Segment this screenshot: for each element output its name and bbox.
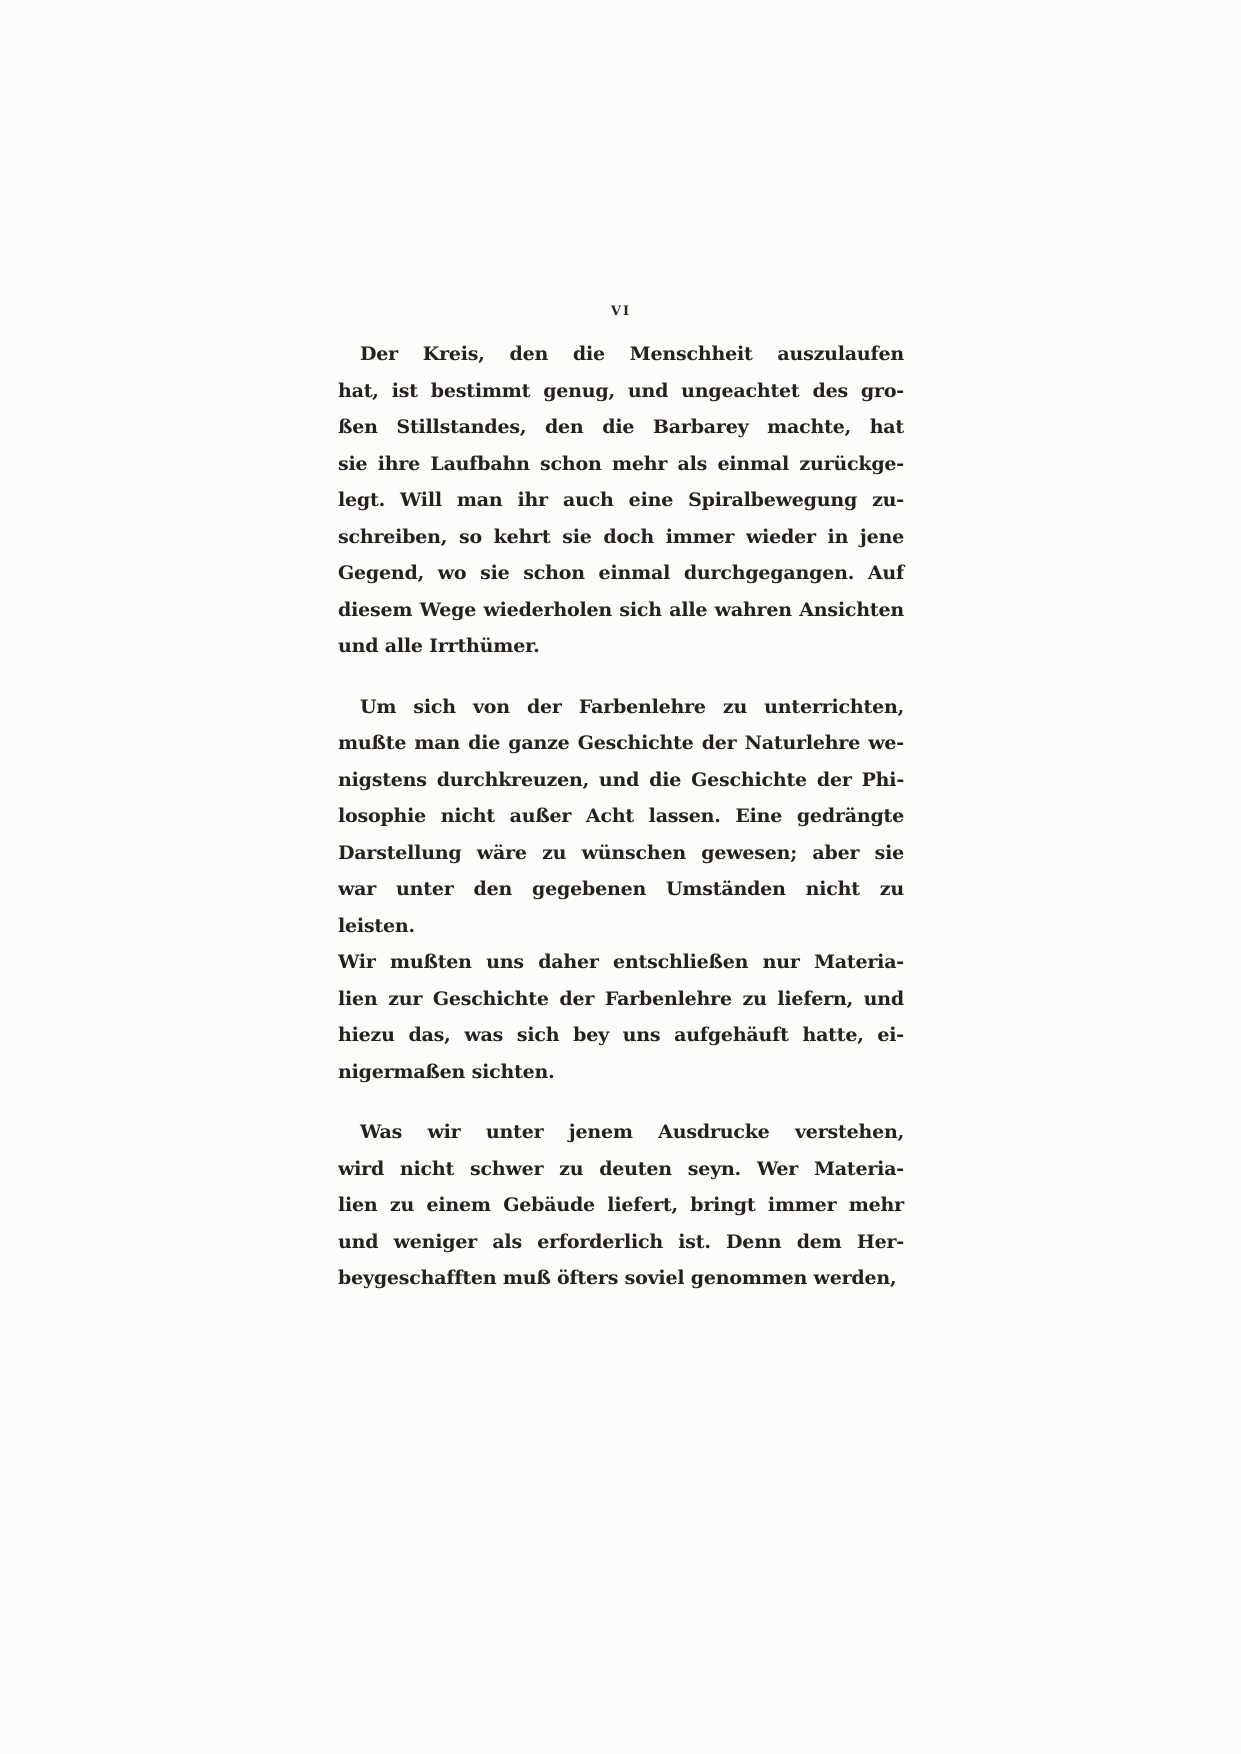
text-line: losophie nicht außer Acht lassen. Eine gedrängte <box>338 805 904 827</box>
text-line: legt. Will man ihr auch eine Spiralbewegung zu- <box>338 489 904 511</box>
text-line: nigstens durchkreuzen, und die Geschichte der Phi- <box>338 768 904 791</box>
text-line: Darstellung wäre zu wünschen gewesen; aber sie <box>338 841 904 864</box>
text-line: wird nicht schwer zu deuten seyn. Wer Materia- <box>338 1157 904 1180</box>
text-line: sie ihre Laufbahn schon mehr als einmal zurückge- <box>338 452 904 475</box>
paragraph-3 <box>338 1114 904 1297</box>
text-line: ßen Stillstandes, den die Barbarey machte, hat <box>338 416 904 438</box>
paragraph-2 <box>338 689 904 1091</box>
text-line: und alle Irrthümer. <box>338 635 540 657</box>
text-line: Der Kreis, den die Menschheit auszulaufen <box>360 343 904 365</box>
text-line: Gegend, wo sie schon einmal durchgegangen. Auf <box>338 562 904 584</box>
text-line: und weniger als erforderlich ist. Denn dem Her- <box>338 1230 904 1253</box>
text-line: Was wir unter jenem Ausdrucke verstehen, <box>360 1121 904 1143</box>
text-line: mußte man die ganze Geschichte der Naturlehre we- <box>338 732 904 754</box>
text-line: hat, ist bestimmt genug, und ungeachtet des gro- <box>338 379 904 402</box>
paragraph-1 <box>338 336 904 665</box>
text-block <box>338 336 904 1297</box>
text-line: lien zu einem Gebäude liefert, bringt immer mehr <box>338 1194 904 1216</box>
text-line: schreiben, so kehrt sie doch immer wieder in jene <box>338 525 904 548</box>
text-line: Wir mußten uns daher entschließen nur Materia- <box>338 951 904 973</box>
text-line: diesem Wege wiederholen sich alle wahren Ansichten <box>338 598 904 621</box>
text-line: hiezu das, was sich bey uns aufgehäuft hatte, ei- <box>338 1024 904 1046</box>
text-line: lien zur Geschichte der Farbenlehre zu liefern, und <box>338 987 904 1010</box>
text-line: beygeschafften muß öfters soviel genommen werden, <box>338 1267 897 1289</box>
text-line: nigermaßen sichten. <box>338 1060 555 1083</box>
page-number: vi <box>610 298 632 320</box>
text-line: war unter den gegebenen Umständen nicht zu leisten. <box>338 878 904 937</box>
text-line: Um sich von der Farbenlehre zu unterrichten, <box>360 695 904 718</box>
